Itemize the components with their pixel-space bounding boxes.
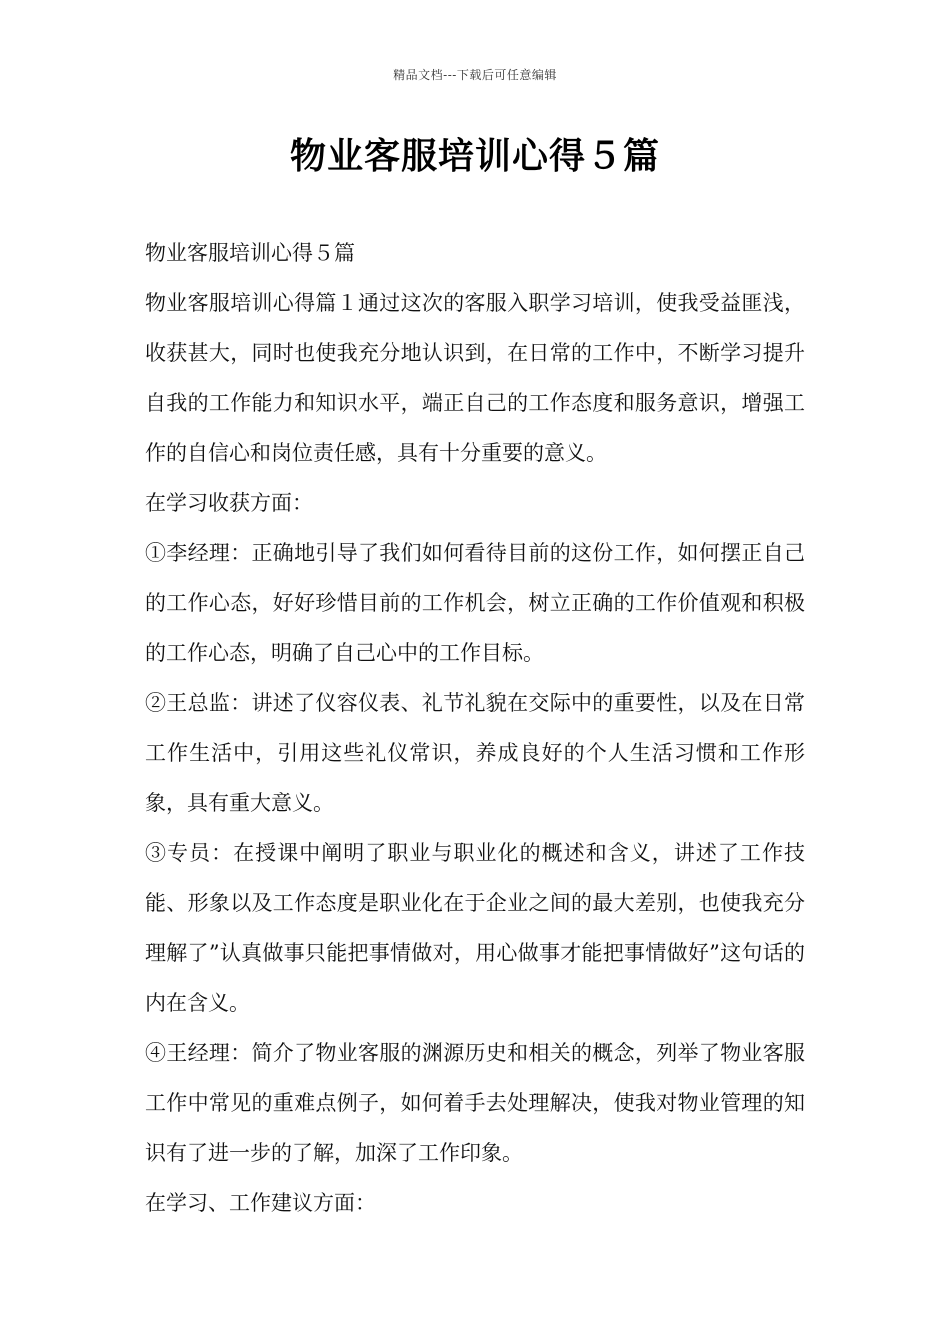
paragraph-item-4: ④王经理：简介了物业客服的渊源历史和相关的概念，列举了物业客服工作中常见的重难点例子，如何着手去处理解决，使我对物业管理的知识有了进一步的了解，加深了工作印象。	[145, 1041, 805, 1165]
paragraph-section-heading: 在学习收获方面：	[145, 491, 313, 515]
paragraph-item-1: ①李经理：正确地引导了我们如何看待目前的这份工作，如何摆正自己的工作心态，好好珍惜目前的工作机会，树立正确的工作价值观和积极的工作心态，明确了自己心中的工作目标。	[145, 541, 805, 665]
header-note: 精品文档---下载后可任意编辑	[393, 68, 557, 82]
paragraph-item-2: ②王总监：讲述了仪容仪表、礼节礼貌在交际中的重要性，以及在日常工作生活中，引用这些礼仪常识，养成良好的个人生活习惯和工作形象，具有重大意义。	[145, 691, 805, 815]
paragraph-item-3: ③专员：在授课中阐明了职业与职业化的概述和含义，讲述了工作技能、形象以及工作态度是职业化在于企业之间的最大差别，也使我充分理解了”认真做事只能把事情做对，用心做事才能把事情做好”这句话的内在含义。	[145, 841, 805, 1015]
paragraph-subtitle: 物业客服培训心得５篇	[145, 241, 355, 265]
paragraph-section-heading-2: 在学习、工作建议方面：	[145, 1191, 376, 1215]
paragraph-intro: 物业客服培训心得篇１通过这次的客服入职学习培训，使我受益匪浅，收获甚大，同时也使我充分地认识到，在日常的工作中，不断学习提升自我的工作能力和知识水平，端正自己的工作态度和服务意识，增强工作的自信心和岗位责任感，具有十分重要的意义。	[145, 291, 805, 465]
document-title: 物业客服培训心得５篇	[289, 136, 660, 177]
document-body	[145, 228, 805, 1228]
